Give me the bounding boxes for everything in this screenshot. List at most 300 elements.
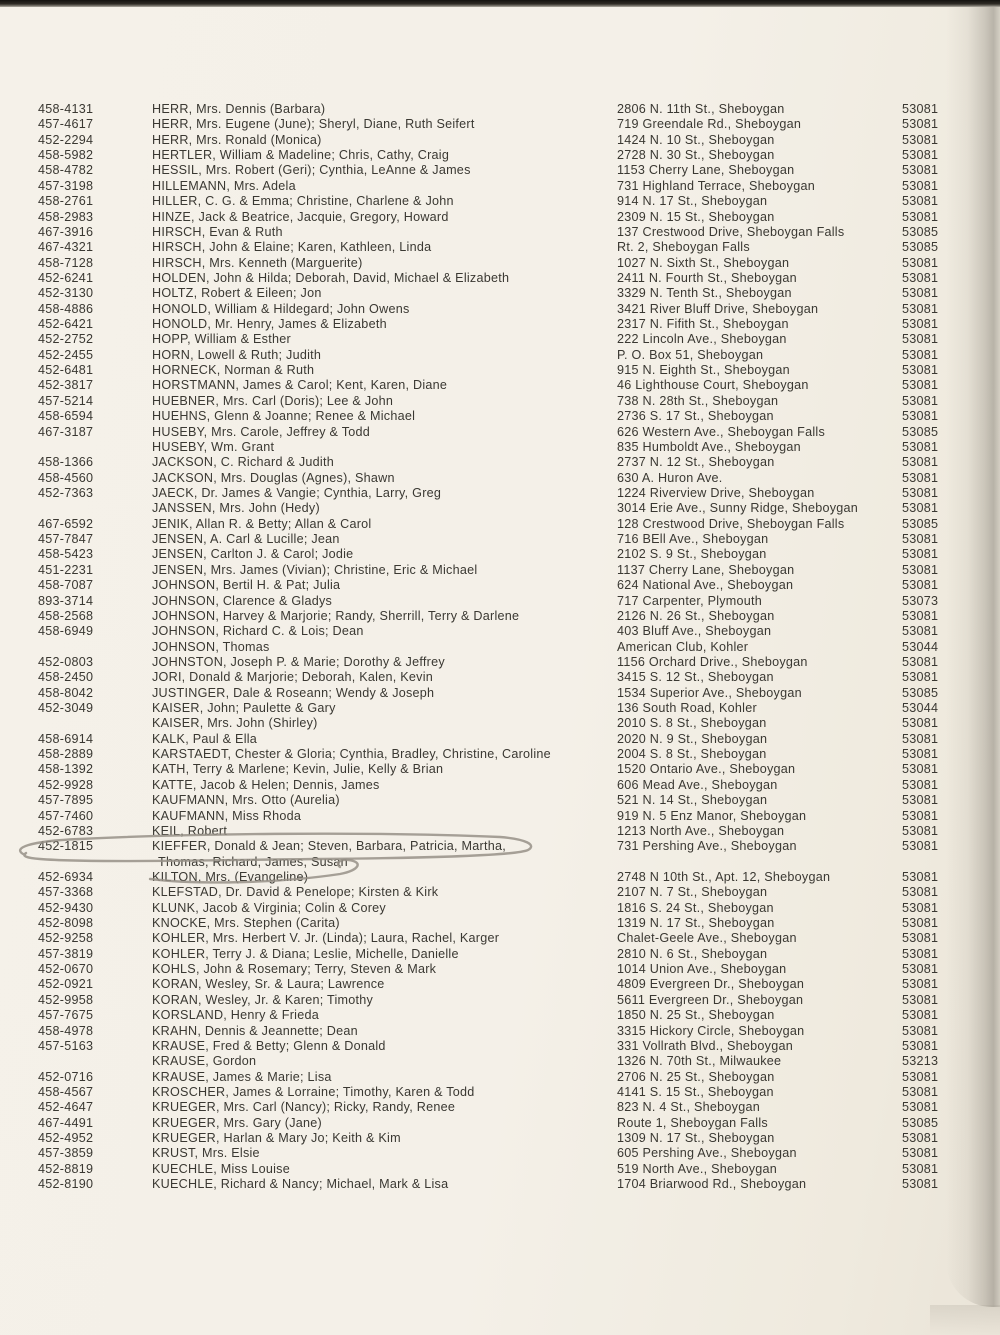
directory-row [0, 762, 1000, 777]
directory-row [0, 1054, 1000, 1069]
page-edge-shadow [946, 7, 1000, 1307]
street-address: 521 N. 14 St., Sheboygan [617, 793, 768, 808]
directory-row [0, 640, 1000, 655]
street-address: 1520 Ontario Ave., Sheboygan [617, 762, 796, 777]
phone-number: 457-7675 [38, 1008, 94, 1023]
street-address: 2107 N. 7 St., Sheboygan [617, 885, 768, 900]
phone-number: 457-3198 [38, 178, 94, 193]
phone-number: 458-7128 [38, 255, 94, 270]
phone-number: 452-6421 [38, 317, 94, 332]
zip-code: 53081 [902, 885, 939, 900]
subscriber-name: KRUST, Mrs. Elsie [152, 1146, 260, 1161]
street-address: 46 Lighthouse Court, Sheboygan [617, 378, 809, 393]
zip-code: 53081 [902, 946, 939, 961]
phone-number: 452-4647 [38, 1100, 94, 1115]
phone-number: 457-4617 [38, 117, 94, 132]
street-address: 128 Crestwood Drive, Sheboygan Falls [617, 516, 845, 531]
subscriber-name: KRAUSE, Gordon [152, 1054, 257, 1069]
subscriber-name: KAISER, Mrs. John (Shirley) [152, 716, 318, 731]
street-address: Rt. 2, Sheboygan Falls [617, 240, 750, 255]
directory-row [0, 225, 1000, 240]
street-address: 1153 Cherry Lane, Sheboygan [617, 163, 795, 178]
scan-top-edge [0, 0, 1000, 7]
phone-number: 452-8098 [38, 916, 94, 931]
phone-number: 467-4491 [38, 1115, 94, 1130]
subscriber-name: HOLTZ, Robert & Eileen; Jon [152, 286, 322, 301]
zip-code: 53081 [902, 1100, 939, 1115]
zip-code: 53044 [902, 701, 939, 716]
phone-number: 458-6594 [38, 409, 94, 424]
directory-row [0, 363, 1000, 378]
subscriber-name: JOHNSON, Thomas [152, 639, 270, 654]
directory-row [0, 240, 1000, 255]
directory-row [0, 332, 1000, 347]
street-address: 605 Pershing Ave., Sheboygan [617, 1146, 797, 1161]
phone-number: 457-3819 [38, 946, 94, 961]
subscriber-name: HINZE, Jack & Beatrice, Jacquie, Gregory, Howard [152, 209, 449, 224]
street-address: 2010 S. 8 St., Sheboygan [617, 716, 767, 731]
zip-code: 53081 [902, 1008, 939, 1023]
street-address: 5611 Evergreen Dr., Sheboygan [617, 992, 804, 1007]
directory-row [0, 378, 1000, 393]
subscriber-name: HOLDEN, John & Hilda; Deborah, David, Michael & Elizabeth [152, 270, 510, 285]
subscriber-name: KUECHLE, Miss Louise [152, 1161, 290, 1176]
street-address: 3014 Erie Ave., Sunny Ridge, Sheboygan [617, 501, 859, 516]
subscriber-name: HORSTMANN, James & Carol; Kent, Karen, Diane [152, 378, 448, 393]
zip-code: 53081 [902, 455, 939, 470]
zip-code: 53081 [902, 900, 939, 915]
zip-code: 53081 [902, 102, 939, 116]
subscriber-name: KRUEGER, Mrs. Gary (Jane) [152, 1115, 322, 1130]
street-address: 1326 N. 70th St., Milwaukee [617, 1054, 782, 1069]
zip-code: 53081 [902, 332, 939, 347]
zip-code: 53081 [902, 209, 939, 224]
directory-row [0, 809, 1000, 824]
phone-number: 458-6914 [38, 731, 94, 746]
subscriber-name: JOHNSON, Clarence & Gladys [152, 593, 333, 608]
directory-row [0, 471, 1000, 486]
directory-row [0, 133, 1000, 148]
zip-code: 53081 [902, 270, 939, 285]
subscriber-name: KUECHLE, Richard & Nancy; Michael, Mark & Lisa [152, 1177, 449, 1192]
zip-code: 53081 [902, 793, 939, 808]
directory-row [0, 1116, 1000, 1131]
zip-code: 53085 [902, 685, 939, 700]
subscriber-name: HESSIL, Mrs. Robert (Geri); Cynthia, LeAnne & James [152, 163, 471, 178]
zip-code: 53085 [902, 424, 939, 439]
subscriber-name: JOHNSON, Richard C. & Lois; Dean [152, 624, 364, 639]
zip-code: 53081 [902, 1069, 939, 1084]
zip-code: 53081 [902, 301, 939, 316]
phone-number: 452-2455 [38, 347, 94, 362]
phone-number: 452-4952 [38, 1131, 94, 1146]
subscriber-name: KORSLAND, Henry & Frieda [152, 1008, 319, 1023]
subscriber-name: HUEBNER, Mrs. Carl (Doris); Lee & John [152, 393, 394, 408]
zip-code: 53081 [902, 716, 939, 731]
subscriber-name: KNOCKE, Mrs. Stephen (Carita) [152, 916, 340, 931]
zip-code: 53081 [902, 992, 939, 1007]
directory-row [0, 947, 1000, 962]
directory-row [0, 885, 1000, 900]
directory-row [0, 517, 1000, 532]
directory-row [0, 1131, 1000, 1146]
phone-number: 458-4567 [38, 1085, 94, 1099]
directory-row [0, 916, 1000, 931]
street-address: 731 Pershing Ave., Sheboygan [617, 839, 797, 854]
directory-row [0, 210, 1000, 225]
zip-code: 53081 [902, 916, 939, 931]
zip-code: 53081 [902, 562, 939, 577]
zip-code: 53081 [902, 547, 939, 562]
phone-number: 467-3916 [38, 224, 94, 239]
street-address: 1850 N. 25 St., Sheboygan [617, 1008, 775, 1023]
subscriber-name: KROSCHER, James & Lorraine; Timothy, Karen & Todd [152, 1085, 475, 1099]
subscriber-name: JOHNSTON, Joseph P. & Marie; Dorothy & Jeffrey [152, 654, 445, 669]
phone-number: 467-4321 [38, 240, 94, 255]
zip-code: 53081 [902, 839, 939, 854]
directory-row [0, 425, 1000, 440]
zip-code: 53085 [902, 240, 939, 255]
street-address: 1319 N. 17 St., Sheboygan [617, 916, 775, 931]
street-address: 2126 N. 26 St., Sheboygan [617, 608, 775, 623]
street-address: 2737 N. 12 St., Sheboygan [617, 455, 775, 470]
street-address: 2411 N. Fourth St., Sheboygan [617, 270, 797, 285]
zip-code: 53081 [902, 132, 939, 147]
phone-number: 452-3130 [38, 286, 94, 301]
subscriber-name: HIRSCH, John & Elaine; Karen, Kathleen, Linda [152, 240, 432, 255]
phone-number: 458-2983 [38, 209, 94, 224]
subscriber-name: KRAUSE, Fred & Betty; Glenn & Donald [152, 1038, 386, 1053]
street-address: 719 Greendale Rd., Sheboygan [617, 117, 802, 132]
directory-row [0, 394, 1000, 409]
subscriber-name: KORAN, Wesley, Jr. & Karen; Timothy [152, 992, 374, 1007]
phone-number: 457-5163 [38, 1038, 94, 1053]
phone-number: 457-7460 [38, 808, 94, 823]
phone-number: 452-3049 [38, 701, 94, 716]
street-address: 2748 N 10th St., Apt. 12, Sheboygan [617, 869, 831, 884]
street-address: 1027 N. Sixth St., Sheboygan [617, 255, 790, 270]
subscriber-name: JENSEN, Carlton J. & Carol; Jodie [152, 547, 354, 562]
page-corner-shadow [930, 1305, 1000, 1335]
phone-number: 452-9258 [38, 931, 94, 946]
zip-code: 53081 [902, 317, 939, 332]
phone-number: 452-0670 [38, 962, 94, 977]
zip-code: 53081 [902, 1161, 939, 1176]
street-address: 3329 N. Tenth St., Sheboygan [617, 286, 792, 301]
street-address: 1137 Cherry Lane, Sheboygan [617, 562, 795, 577]
phone-number: 458-5423 [38, 547, 94, 562]
street-address: 3421 River Bluff Drive, Sheboygan [617, 301, 819, 316]
subscriber-name: KAUFMANN, Mrs. Otto (Aurelia) [152, 793, 340, 808]
street-address: 716 BEll Ave., Sheboygan [617, 532, 769, 547]
zip-code: 53081 [902, 654, 939, 669]
directory-row [0, 686, 1000, 701]
street-address: 222 Lincoln Ave., Sheboygan [617, 332, 787, 347]
street-address: 1213 North Ave., Sheboygan [617, 823, 785, 838]
street-address: 2706 N. 25 St., Sheboygan [617, 1069, 775, 1084]
subscriber-name: JOHNSON, Harvey & Marjorie; Randy, Sherrill, Terry & Darlene [152, 608, 520, 623]
directory-row [0, 870, 1000, 885]
directory-row [0, 532, 1000, 547]
subscriber-name: HERR, Mrs. Ronald (Monica) [152, 132, 322, 147]
phone-number: 452-0716 [38, 1069, 94, 1084]
directory-row [0, 256, 1000, 271]
directory-row [0, 501, 1000, 516]
subscriber-name: HORNECK, Norman & Ruth [152, 363, 315, 378]
zip-code: 53081 [902, 869, 939, 884]
zip-code: 53081 [902, 1085, 939, 1099]
subscriber-name: KIEFFER, Donald & Jean; Steven, Barbara, Patricia, Martha, [152, 839, 506, 854]
phone-number: 452-6783 [38, 823, 94, 838]
street-address: 738 N. 28th St., Sheboygan [617, 393, 779, 408]
street-address: 2736 S. 17 St., Sheboygan [617, 409, 774, 424]
street-address: 3315 Hickory Circle, Sheboygan [617, 1023, 805, 1038]
phone-number: 452-6481 [38, 363, 94, 378]
zip-code: 53081 [902, 624, 939, 639]
street-address: 1534 Superior Ave., Sheboygan [617, 685, 802, 700]
directory-row [0, 1100, 1000, 1115]
phone-number: 457-3368 [38, 885, 94, 900]
zip-code: 53081 [902, 1023, 939, 1038]
directory-row [0, 1039, 1000, 1054]
street-address: 2102 S. 9 St., Sheboygan [617, 547, 767, 562]
zip-code: 53081 [902, 1177, 939, 1192]
subscriber-name: KOHLER, Mrs. Herbert V. Jr. (Linda); Laura, Rachel, Karger [152, 931, 500, 946]
zip-code: 53081 [902, 532, 939, 547]
subscriber-name: HIRSCH, Mrs. Kenneth (Marguerite) [152, 255, 363, 270]
directory-row [0, 440, 1000, 455]
directory-row [0, 455, 1000, 470]
zip-code: 53085 [902, 1115, 939, 1130]
street-address: 1309 N. 17 St., Sheboygan [617, 1131, 775, 1146]
subscriber-name: JUSTINGER, Dale & Roseann; Wendy & Joseph [152, 685, 435, 700]
zip-code: 53081 [902, 470, 939, 485]
subscriber-name: HUSEBY, Mrs. Carole, Jeffrey & Todd [152, 424, 371, 439]
phone-number: 452-2294 [38, 132, 94, 147]
zip-code: 53081 [902, 962, 939, 977]
directory-row [0, 286, 1000, 301]
zip-code: 53085 [902, 516, 939, 531]
subscriber-name: HUEHNS, Glenn & Joanne; Renee & Michael [152, 409, 416, 424]
directory-row [0, 194, 1000, 209]
street-address: P. O. Box 51, Sheboygan [617, 347, 764, 362]
zip-code: 53081 [902, 670, 939, 685]
street-address: 2317 N. Fifith St., Sheboygan [617, 317, 789, 332]
directory-row [0, 271, 1000, 286]
phone-number: 458-4560 [38, 470, 94, 485]
phone-number: 467-6592 [38, 516, 94, 531]
street-address: 1156 Orchard Drive., Sheboygan [617, 654, 808, 669]
street-address: 137 Crestwood Drive, Sheboygan Falls [617, 224, 845, 239]
subscriber-name: KAISER, John; Paulette & Gary [152, 701, 336, 716]
street-address: 1816 S. 24 St., Sheboygan [617, 900, 774, 915]
street-address: 717 Carpenter, Plymouth [617, 593, 763, 608]
directory-row [0, 655, 1000, 670]
subscriber-name: JOHNSON, Bertil H. & Pat; Julia [152, 578, 341, 593]
directory-row [0, 732, 1000, 747]
zip-code: 53081 [902, 178, 939, 193]
phone-number: 457-3859 [38, 1146, 94, 1161]
zip-code: 53081 [902, 977, 939, 992]
phone-number: 452-1815 [38, 839, 94, 854]
subscriber-name: HERTLER, William & Madeline; Chris, Cathy, Craig [152, 148, 450, 163]
directory-row [0, 839, 1000, 854]
phone-number: 458-5982 [38, 148, 94, 163]
zip-code: 53081 [902, 1038, 939, 1053]
directory-row [0, 148, 1000, 163]
directory-row [0, 701, 1000, 716]
directory-row [0, 1070, 1000, 1085]
zip-code: 53081 [902, 1146, 939, 1161]
street-address: 2728 N. 30 St., Sheboygan [617, 148, 775, 163]
directory-row [0, 1146, 1000, 1161]
zip-code: 53081 [902, 762, 939, 777]
subscriber-name: HIRSCH, Evan & Ruth [152, 224, 283, 239]
street-address: 630 A. Huron Ave. [617, 470, 723, 485]
zip-code: 53081 [902, 777, 939, 792]
street-address: 4141 S. 15 St., Sheboygan [617, 1085, 774, 1099]
subscriber-name: JORI, Donald & Marjorie; Deborah, Kalen, Kevin [152, 670, 433, 685]
zip-code: 53081 [902, 931, 939, 946]
subscriber-name: KEIL, Robert [152, 823, 228, 838]
subscriber-name: JENSEN, A. Carl & Lucille; Jean [152, 532, 340, 547]
street-address: 823 N. 4 St., Sheboygan [617, 1100, 760, 1115]
subscriber-name: KOHLS, John & Rosemary; Terry, Steven & Mark [152, 962, 437, 977]
phone-number: 452-0803 [38, 654, 94, 669]
directory-listing [0, 102, 1000, 1193]
street-address: 3415 S. 12 St., Sheboygan [617, 670, 774, 685]
subscriber-name: KRUEGER, Harlan & Mary Jo; Keith & Kim [152, 1131, 401, 1146]
directory-row [0, 778, 1000, 793]
phone-number: 467-3187 [38, 424, 94, 439]
zip-code: 53081 [902, 823, 939, 838]
street-address: 403 Bluff Ave., Sheboygan [617, 624, 772, 639]
directory-row [0, 1085, 1000, 1100]
zip-code: 53081 [902, 194, 939, 209]
street-address: 2806 N. 11th St., Sheboygan [617, 102, 785, 116]
phone-number: 451-2231 [38, 562, 94, 577]
subscriber-name: HILLEMANN, Mrs. Adela [152, 178, 296, 193]
zip-code: 53081 [902, 731, 939, 746]
subscriber-name: HILLER, C. G. & Emma; Christine, Charlene & John [152, 194, 454, 209]
street-address: 2004 S. 8 St., Sheboygan [617, 747, 767, 762]
zip-code: 53044 [902, 639, 939, 654]
directory-row [0, 747, 1000, 762]
street-address: 2020 N. 9 St., Sheboygan [617, 731, 768, 746]
directory-row [0, 179, 1000, 194]
phone-number: 458-4886 [38, 301, 94, 316]
subscriber-name: JENIK, Allan R. & Betty; Allan & Carol [152, 516, 372, 531]
street-address: 626 Western Ave., Sheboygan Falls [617, 424, 826, 439]
subscriber-name: KILTON, Mrs. (Evangeline) [152, 869, 309, 884]
directory-row [0, 348, 1000, 363]
zip-code: 53073 [902, 593, 939, 608]
directory-row [0, 547, 1000, 562]
subscriber-name: KARSTAEDT, Chester & Gloria; Cynthia, Bradley, Christine, Caroline [152, 747, 551, 762]
directory-row [0, 977, 1000, 992]
zip-code: 53081 [902, 286, 939, 301]
phone-number: 452-7363 [38, 485, 94, 500]
subscriber-name: KATH, Terry & Marlene; Kevin, Julie, Kelly & Brian [152, 762, 444, 777]
directory-row [0, 670, 1000, 685]
subscriber-name: HUSEBY, Wm. Grant [152, 439, 275, 454]
zip-code: 53081 [902, 1131, 939, 1146]
zip-code: 53081 [902, 255, 939, 270]
phone-number: 458-2568 [38, 608, 94, 623]
street-address: Route 1, Sheboygan Falls [617, 1115, 768, 1130]
phone-number: 457-7847 [38, 532, 94, 547]
street-address: 2309 N. 15 St., Sheboygan [617, 209, 775, 224]
subscriber-name: JENSEN, Mrs. James (Vivian); Christine, Eric & Michael [152, 562, 478, 577]
phone-number: 458-6949 [38, 624, 94, 639]
directory-row [0, 931, 1000, 946]
directory-row [0, 793, 1000, 808]
directory-row [0, 163, 1000, 178]
zip-code: 53085 [902, 224, 939, 239]
zip-code: 53081 [902, 117, 939, 132]
street-address: Chalet-Geele Ave., Sheboygan [617, 931, 797, 946]
directory-row [0, 901, 1000, 916]
zip-code: 53213 [902, 1054, 939, 1069]
subscriber-name: JACKSON, C. Richard & Judith [152, 455, 334, 470]
phone-number: 457-7895 [38, 793, 94, 808]
subscriber-name: HERR, Mrs. Dennis (Barbara) [152, 102, 326, 116]
directory-row [0, 594, 1000, 609]
zip-code: 53081 [902, 578, 939, 593]
directory-row [0, 993, 1000, 1008]
subscriber-name: KALK, Paul & Ella [152, 731, 258, 746]
directory-row [0, 1024, 1000, 1039]
directory-row [0, 563, 1000, 578]
phone-number: 458-2889 [38, 747, 94, 762]
phone-number: 458-1366 [38, 455, 94, 470]
phone-number: 458-8042 [38, 685, 94, 700]
phone-number: 452-3817 [38, 378, 94, 393]
subscriber-name: KRAUSE, James & Marie; Lisa [152, 1069, 332, 1084]
street-address: 835 Humboldt Ave., Sheboygan [617, 439, 801, 454]
phone-number: 458-4131 [38, 102, 94, 116]
phone-number: 452-6934 [38, 869, 94, 884]
subscriber-name: HONOLD, William & Hildegard; John Owens [152, 301, 410, 316]
subscriber-name: KRUEGER, Mrs. Carl (Nancy); Ricky, Randy, Renee [152, 1100, 456, 1115]
street-address: 606 Mead Ave., Sheboygan [617, 777, 778, 792]
zip-code: 53081 [902, 393, 939, 408]
street-address: 1704 Briarwood Rd., Sheboygan [617, 1177, 807, 1192]
street-address: 1424 N. 10 St., Sheboygan [617, 132, 775, 147]
subscriber-name: KLEFSTAD, Dr. David & Penelope; Kirsten & Kirk [152, 885, 439, 900]
phone-number: 458-4782 [38, 163, 94, 178]
street-address: 4809 Evergreen Dr., Sheboygan [617, 977, 805, 992]
directory-row [0, 409, 1000, 424]
street-address: American Club, Kohler [617, 639, 749, 654]
phone-number: 452-2752 [38, 332, 94, 347]
street-address: 915 N. Eighth St., Sheboygan [617, 363, 790, 378]
street-address: 919 N. 5 Enz Manor, Sheboygan [617, 808, 807, 823]
street-address: 624 National Ave., Sheboygan [617, 578, 794, 593]
directory-row [0, 102, 1000, 117]
directory-row [0, 716, 1000, 731]
zip-code: 53081 [902, 808, 939, 823]
directory-row [0, 317, 1000, 332]
street-address: 914 N. 17 St., Sheboygan [617, 194, 768, 209]
zip-code: 53081 [902, 409, 939, 424]
directory-row [0, 302, 1000, 317]
phone-number: 458-4978 [38, 1023, 94, 1038]
directory-row [0, 609, 1000, 624]
directory-row [0, 824, 1000, 839]
subscriber-name: HERR, Mrs. Eugene (June); Sheryl, Diane, Ruth Seifert [152, 117, 475, 132]
phone-number: 457-5214 [38, 393, 94, 408]
